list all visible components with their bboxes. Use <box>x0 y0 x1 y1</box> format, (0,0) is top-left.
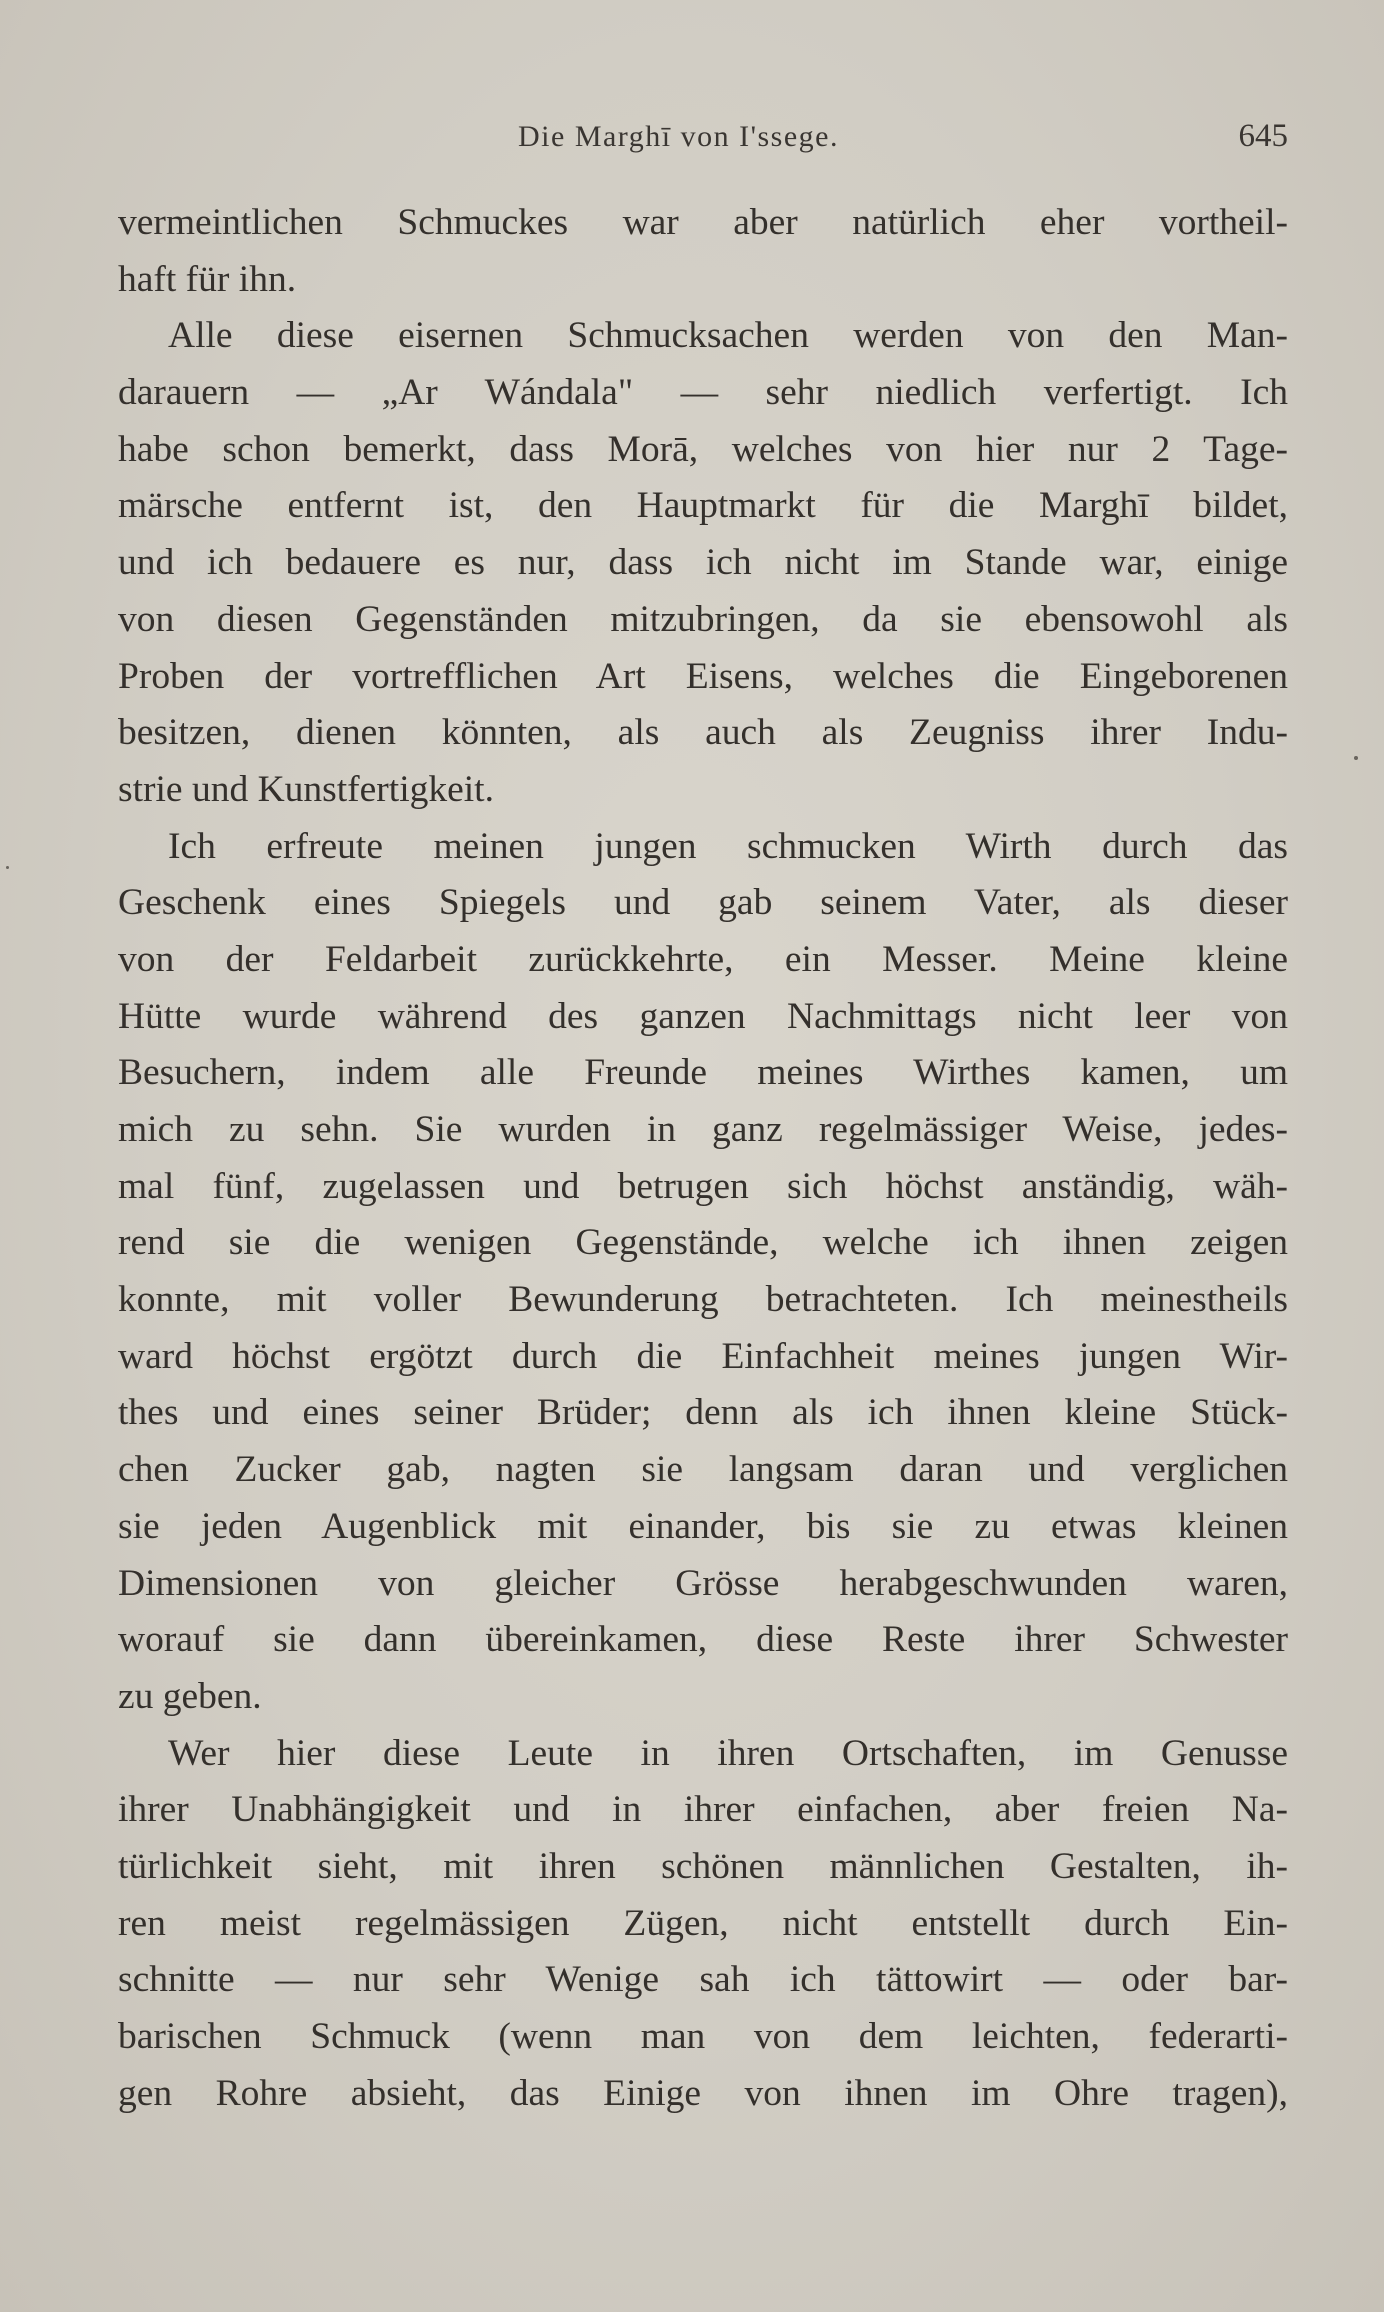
text-line: worauf sie dann übereinkamen, diese Reste ihrer Schwester <box>118 1619 1288 1661</box>
text-line: vermeintlichen Schmuckes war aber natürlich eher vortheil- <box>118 202 1288 243</box>
text-line: habe schon bemerkt, dass Morā, welches von hier nur 2 Tage- <box>118 428 1288 470</box>
text-line: Hütte wurde während des ganzen Nachmittags nicht leer von <box>118 995 1288 1037</box>
body-text <box>118 195 1288 2122</box>
text-line: rend sie die wenigen Gegenstände, welche ich ihnen zeigen <box>118 1222 1288 1264</box>
text-line: mich zu sehn. Sie wurden in ganz regelmässiger Weise, jedes- <box>118 1109 1288 1150</box>
text-line: chen Zucker gab, nagten sie langsam daran und verglichen <box>118 1449 1288 1491</box>
text-line: Wer hier diese Leute in ihren Ortschaften, im Genusse <box>168 1732 1288 1774</box>
text-line: von der Feldarbeit zurückkehrte, ein Messer. Meine kleine <box>118 938 1288 980</box>
text-line: sie jeden Augenblick mit einander, bis sie zu etwas kleinen <box>118 1505 1288 1547</box>
text-line: Dimensionen von gleicher Grösse herabgeschwunden waren, <box>118 1562 1288 1604</box>
text-line: Proben der vortrefflichen Art Eisens, welches die Eingeborenen <box>118 655 1288 697</box>
text-line: mal fünf, zugelassen und betrugen sich höchst anständig, wäh- <box>118 1165 1288 1207</box>
paper-speck <box>1354 756 1358 760</box>
text-line: strie und Kunstfertigkeit. <box>118 768 494 810</box>
text-line: besitzen, dienen könnten, als auch als Zeugniss ihrer Indu- <box>118 712 1288 754</box>
text-line: Besuchern, indem alle Freunde meines Wirthes kamen, um <box>118 1052 1288 1094</box>
text-line: thes und eines seiner Brüder; denn als ich ihnen kleine Stück- <box>118 1392 1288 1434</box>
text-line: gen Rohre absieht, das Einige von ihnen im Ohre tragen), <box>118 2072 1288 2114</box>
text-line: märsche entfernt ist, den Hauptmarkt für die Marghī bildet, <box>118 485 1288 527</box>
text-line: zu geben. <box>118 1675 262 1717</box>
text-line: darauern — „Ar Wándala" — sehr niedlich verfertigt. Ich <box>118 372 1288 414</box>
text-line: von diesen Gegenständen mitzubringen, da sie ebensowohl als <box>118 598 1288 640</box>
text-line: Alle diese eisernen Schmucksachen werden von den Man- <box>168 315 1288 357</box>
text-line: schnitte — nur sehr Wenige sah ich tättowirt — oder bar- <box>118 1959 1288 2001</box>
text-line: haft für ihn. <box>118 258 297 300</box>
text-line: türlichkeit sieht, mit ihren schönen männlichen Gestalten, ih- <box>118 1845 1288 1887</box>
paper-speck <box>6 866 9 869</box>
text-line: und ich bedauere es nur, dass ich nicht im Stande war, einige <box>118 542 1288 584</box>
text-line: konnte, mit voller Bewunderung betrachteten. Ich meinestheils <box>118 1279 1288 1321</box>
running-head: Die Marghī von I'ssege. <box>518 120 839 153</box>
page-header <box>118 118 1288 158</box>
text-line: ward höchst ergötzt durch die Einfachheit meines jungen Wir- <box>118 1335 1288 1377</box>
text-line: ren meist regelmässigen Zügen, nicht entstellt durch Ein- <box>118 1902 1288 1944</box>
page-number: 645 <box>1238 118 1288 154</box>
text-line: barischen Schmuck (wenn man von dem leichten, federarti- <box>118 2016 1288 2057</box>
text-line: Geschenk eines Spiegels und gab seinem Vater, als dieser <box>118 882 1288 924</box>
text-line: ihrer Unabhängigkeit und in ihrer einfachen, aber freien Na- <box>118 1789 1288 1831</box>
text-line: Ich erfreute meinen jungen schmucken Wirth durch das <box>168 825 1288 867</box>
